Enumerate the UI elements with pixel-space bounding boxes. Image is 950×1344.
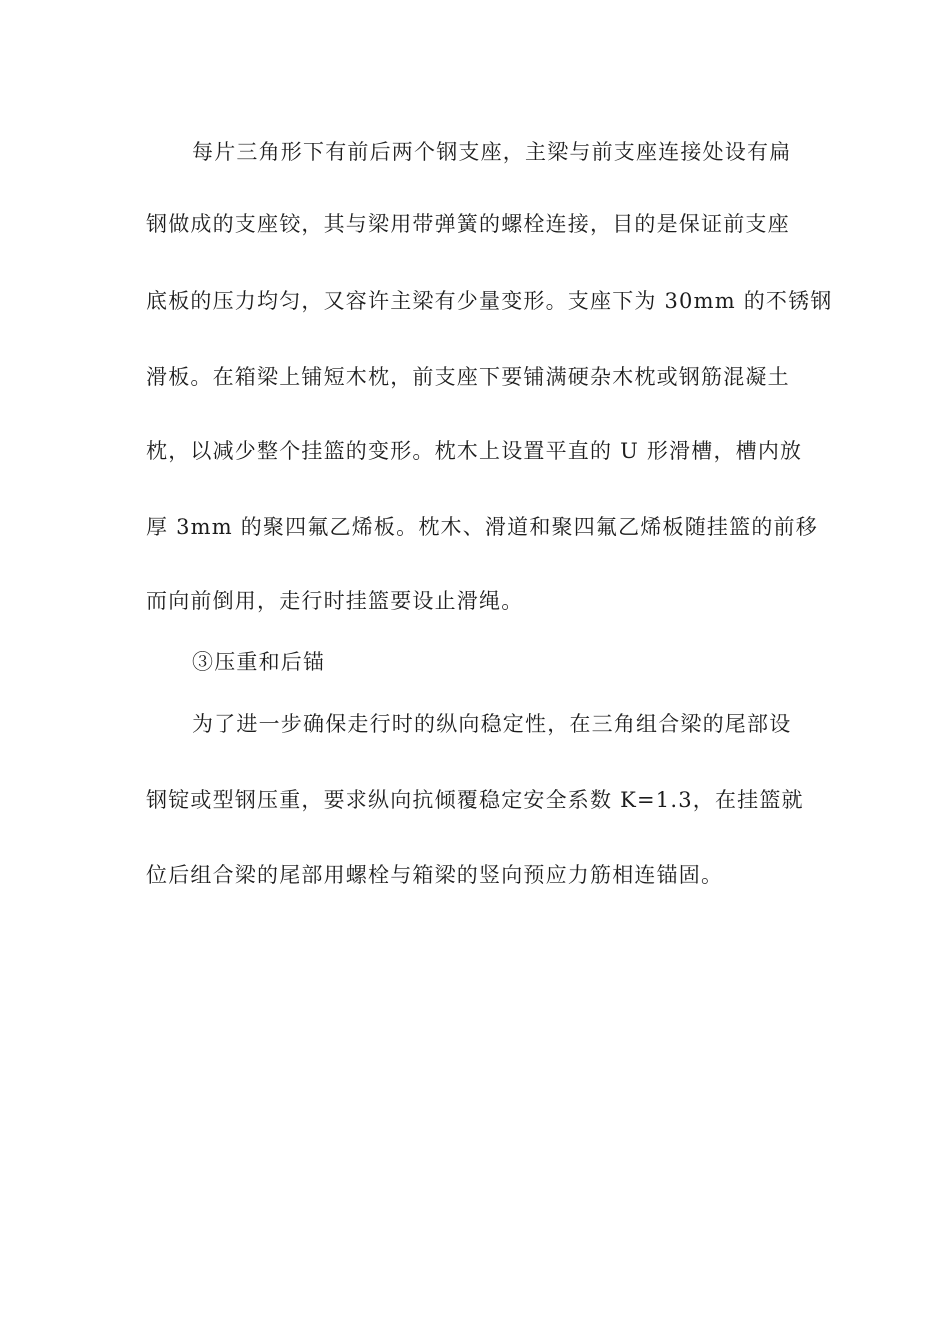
- section-heading: ③压重和后锚: [192, 650, 326, 674]
- paragraph-1-line-7: 而向前倒用，走行时挂篮要设止滑绳。: [146, 589, 524, 613]
- paragraph-1-line-4: 滑板。在箱梁上铺短木枕，前支座下要铺满硬杂木枕或钢筋混凝土: [146, 365, 790, 389]
- paragraph-1-line-3: 底板的压力均匀，又容许主梁有少量变形。支座下为 30mm 的不锈钢: [146, 289, 833, 313]
- paragraph-1-line-2: 钢做成的支座铰，其与梁用带弹簧的螺栓连接，目的是保证前支座: [146, 212, 790, 236]
- paragraph-2-line-3: 位后组合梁的尾部用螺栓与箱梁的竖向预应力筋相连锚固。: [146, 863, 724, 887]
- paragraph-1-line-1: 每片三角形下有前后两个钢支座，主梁与前支座连接处设有扁: [192, 140, 792, 164]
- paragraph-1-line-6: 厚 3mm 的聚四氟乙烯板。枕木、滑道和聚四氟乙烯板随挂篮的前移: [146, 515, 818, 539]
- paragraph-2-line-2: 钢锭或型钢压重，要求纵向抗倾覆稳定安全系数 K=1.3，在挂篮就: [146, 788, 804, 812]
- paragraph-2-line-1: 为了进一步确保走行时的纵向稳定性，在三角组合梁的尾部设: [192, 712, 792, 736]
- paragraph-1-line-5: 枕，以减少整个挂篮的变形。枕木上设置平直的 U 形滑槽，槽内放: [146, 439, 803, 463]
